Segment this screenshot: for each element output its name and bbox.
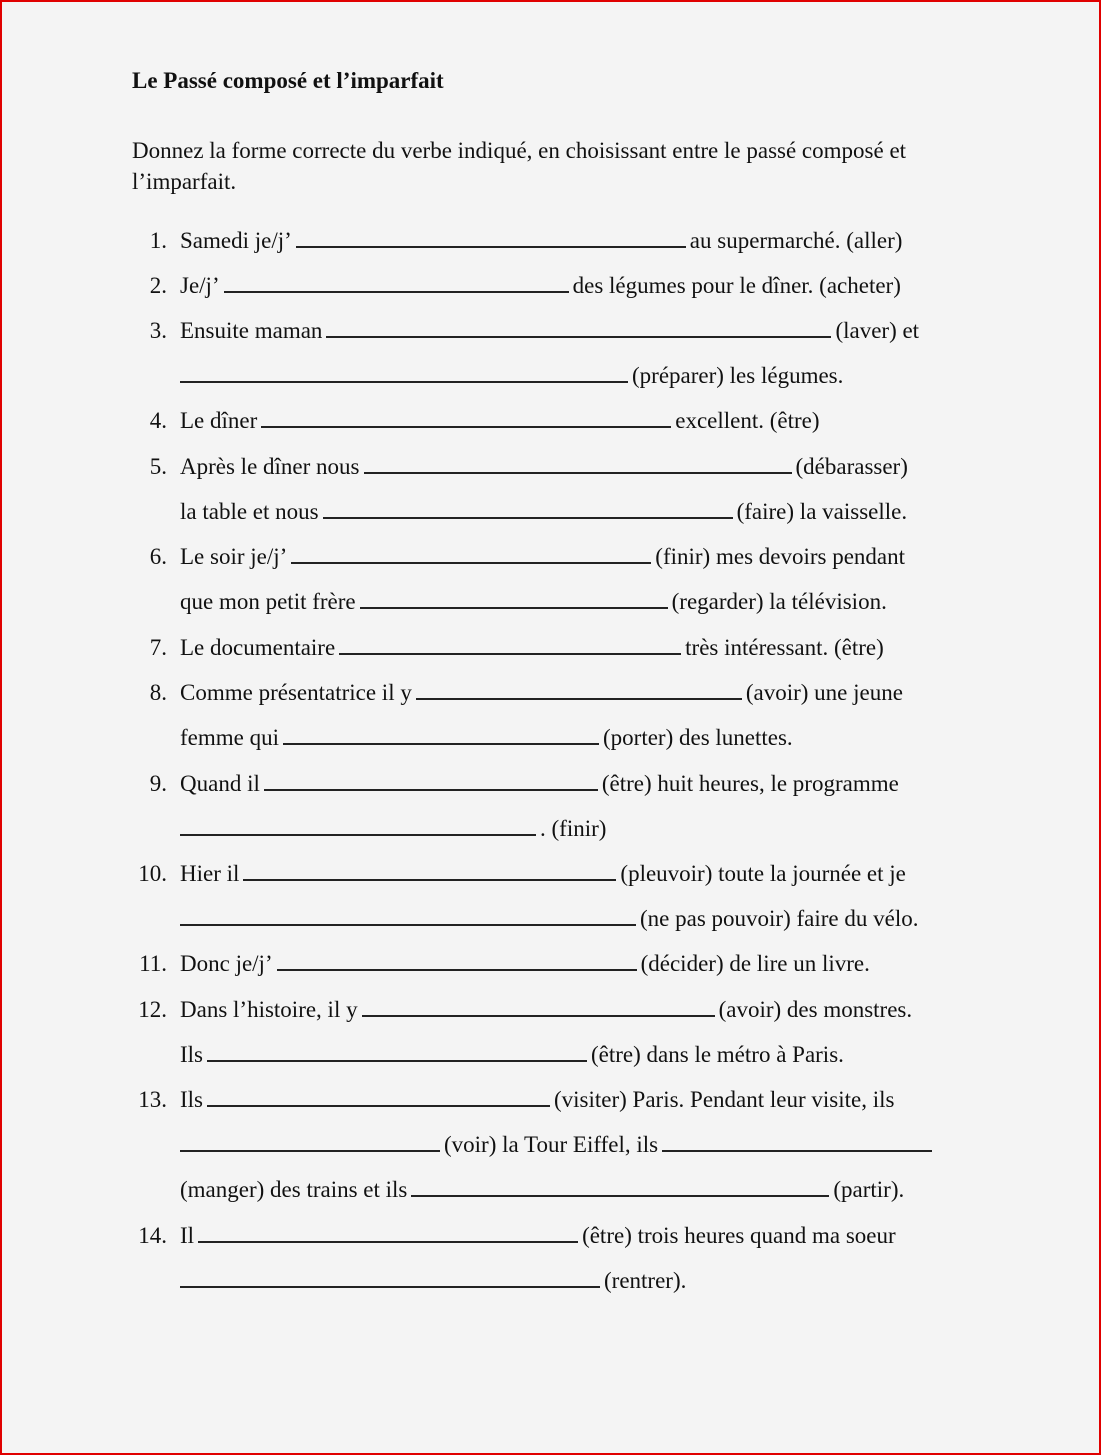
answer-blank[interactable] (296, 246, 686, 248)
item-number: 8. (149, 680, 167, 705)
sentence-start: Samedi je/j’ (180, 228, 292, 253)
answer-blank[interactable] (264, 789, 598, 791)
answer-blank[interactable] (180, 924, 636, 926)
answer-blank[interactable] (180, 1150, 440, 1152)
answer-blank[interactable] (277, 969, 637, 971)
item-number: 14. (138, 1223, 167, 1248)
answer-blank[interactable] (180, 834, 536, 836)
exercise-line (180, 1082, 894, 1118)
item-number: 5. (149, 454, 167, 479)
sentence-start: (manger) des trains et ils (180, 1177, 408, 1202)
exercise-line (180, 1263, 686, 1299)
sentence-end: (rentrer). (604, 1268, 687, 1293)
sentence-end: (ne pas pouvoir) faire du vélo. (640, 906, 919, 931)
answer-blank[interactable] (261, 426, 671, 428)
answer-blank[interactable] (180, 1286, 600, 1288)
sentence-start: Le soir je/j’ (180, 544, 288, 569)
sentence-start: Quand il (180, 771, 260, 796)
sentence-end: (laver) et (835, 318, 920, 343)
sentence-end: (finir) mes devoirs pendant (655, 544, 906, 569)
sentence-start: Comme présentatrice il y (180, 680, 412, 705)
sentence-end: (être) dans le métro à Paris. (591, 1042, 844, 1067)
sentence-start: Ils (180, 1087, 203, 1112)
sentence-end: (préparer) les légumes. (632, 363, 844, 388)
sentence-end: au supermarché. (aller) (689, 228, 903, 253)
answer-blank[interactable] (411, 1195, 829, 1197)
answer-blank[interactable] (339, 653, 681, 655)
exercise-line (180, 992, 912, 1028)
answer-blank[interactable] (662, 1150, 932, 1152)
answer-blank[interactable] (243, 879, 616, 881)
exercise-line (180, 358, 843, 394)
exercise-line (180, 223, 902, 259)
sentence-end: (voir) la Tour Eiffel, ils (444, 1132, 659, 1157)
sentence-end: très intéressant. (être) (685, 635, 884, 660)
exercise-line (180, 1127, 936, 1163)
item-number: 7. (149, 635, 167, 660)
sentence-start: Ils (180, 1042, 203, 1067)
exercise-line (180, 539, 905, 575)
item-number: 13. (138, 1087, 167, 1112)
answer-blank[interactable] (416, 698, 742, 700)
item-number: 6. (149, 544, 167, 569)
exercise-line (180, 856, 906, 892)
sentence-start: Le dîner (180, 408, 258, 433)
answer-blank[interactable] (326, 336, 831, 338)
exercise-line (180, 901, 918, 937)
sentence-end: (pleuvoir) toute la journée et je (620, 861, 906, 886)
exercise-line (180, 313, 919, 349)
answer-blank[interactable] (364, 472, 792, 474)
sentence-start: que mon petit frère (180, 589, 356, 614)
sentence-end: (être) huit heures, le programme (601, 771, 899, 796)
sentence-start: la table et nous (180, 499, 319, 524)
answer-blank[interactable] (360, 607, 668, 609)
sentence-end: (avoir) une jeune (745, 680, 903, 705)
exercise-line (180, 1172, 904, 1208)
sentence-end: des légumes pour le dîner. (acheter) (572, 273, 901, 298)
sentence-start: Il (180, 1223, 195, 1248)
exercise-line (180, 946, 870, 982)
sentence-end: (faire) la vaisselle. (736, 499, 908, 524)
sentence-end: (débarasser) (795, 454, 908, 479)
answer-blank[interactable] (180, 381, 628, 383)
item-number: 1. (149, 228, 167, 253)
exercise-line (180, 675, 903, 711)
answer-blank[interactable] (207, 1105, 550, 1107)
answer-blank[interactable] (198, 1241, 578, 1243)
sentence-start: Donc je/j’ (180, 951, 273, 976)
sentence-start: Après le dîner nous (180, 454, 360, 479)
sentence-start: Dans l’histoire, il y (180, 997, 358, 1022)
answer-blank[interactable] (323, 517, 733, 519)
sentence-end: (avoir) des monstres. (718, 997, 913, 1022)
exercise-line (180, 1218, 896, 1254)
sentence-start: Ensuite maman (180, 318, 323, 343)
exercise-line (180, 811, 606, 847)
exercise-line (180, 494, 907, 530)
sentence-end: (regarder) la télévision. (671, 589, 887, 614)
sentence-end: excellent. (être) (675, 408, 820, 433)
sentence-end: (porter) des lunettes. (603, 725, 793, 750)
answer-blank[interactable] (362, 1015, 715, 1017)
item-number: 3. (149, 318, 167, 343)
item-number: 12. (138, 997, 167, 1022)
answer-blank[interactable] (283, 743, 599, 745)
exercise-line (180, 720, 793, 756)
page-title: Le Passé composé et l’imparfait (132, 68, 444, 93)
exercise-line (180, 630, 884, 666)
item-number: 11. (139, 951, 167, 976)
sentence-end: (visiter) Paris. Pendant leur visite, ils (554, 1087, 895, 1112)
answer-blank[interactable] (207, 1060, 587, 1062)
sentence-end: (décider) de lire un livre. (640, 951, 870, 976)
sentence-start: Le documentaire (180, 635, 336, 660)
exercise-line (180, 403, 820, 439)
item-number: 9. (149, 771, 167, 796)
sentence-start: femme qui (180, 725, 279, 750)
exercise-line (180, 584, 887, 620)
sentence-end: (être) trois heures quand ma soeur (582, 1223, 896, 1248)
instructions: Donnez la forme correcte du verbe indiqué, en choisissant entre le passé composé et l’imparfait. (132, 138, 907, 194)
exercise-line (180, 1037, 844, 1073)
item-number: 10. (138, 861, 167, 886)
exercise-line (180, 449, 908, 485)
item-number: 2. (149, 273, 167, 298)
sentence-end: . (finir) (540, 816, 607, 841)
exercise-line (180, 268, 901, 304)
sentence-start: Je/j’ (180, 273, 220, 298)
answer-blank[interactable] (291, 562, 651, 564)
exercise-line (180, 766, 899, 802)
sentence-end: (partir). (833, 1177, 905, 1202)
answer-blank[interactable] (224, 291, 569, 293)
item-number: 4. (149, 408, 167, 433)
sentence-start: Hier il (180, 861, 240, 886)
